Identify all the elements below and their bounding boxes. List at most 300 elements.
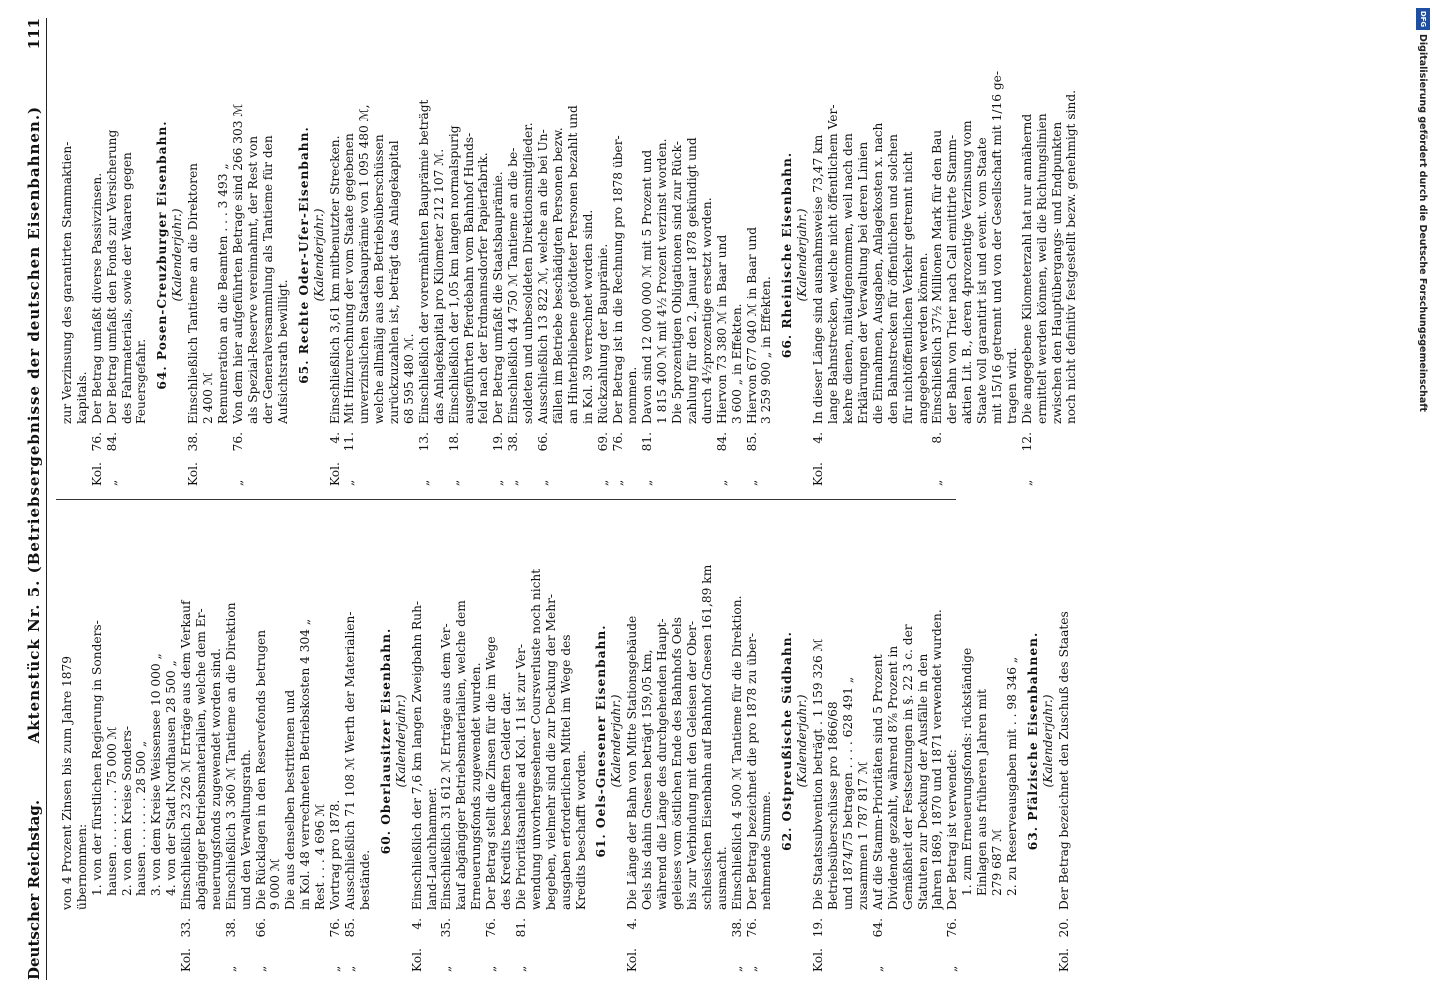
reference-number: 69. xyxy=(595,432,610,452)
column-reference xyxy=(730,424,745,486)
reference-prefix: Kol. xyxy=(179,948,194,972)
column-reference xyxy=(469,910,484,972)
line-text: für nichtöffentlichen Verkehr getrennt nicht xyxy=(900,151,915,424)
line-text: Oels bis dahin Gnesen beträgt 159,05 km, xyxy=(640,649,655,910)
text-line xyxy=(945,510,960,972)
text-line xyxy=(625,24,640,486)
column-reference xyxy=(134,424,149,486)
text-line xyxy=(120,24,135,486)
line-text: schlesischen Eisenbahn auf Bahnhof Gnesen 161,89 km xyxy=(699,564,714,910)
line-text: und den Verwaltungsrath. xyxy=(238,749,253,910)
line-text: 68 595 480 ℳ. xyxy=(402,333,417,424)
text-line xyxy=(611,24,626,486)
reference-prefix: Kol. xyxy=(811,462,826,486)
reference-number: 4. xyxy=(625,918,640,930)
text-line xyxy=(358,510,373,972)
column-reference xyxy=(60,910,75,972)
column-reference xyxy=(700,910,715,972)
column-reference xyxy=(685,910,700,972)
text-line xyxy=(268,510,283,972)
column-reference xyxy=(1035,424,1050,486)
text-line xyxy=(856,24,871,486)
text-line xyxy=(581,24,596,486)
text-line xyxy=(759,510,774,972)
line-text: das Anlagekapital pro Kilometer 212 107 ℳ. xyxy=(431,148,446,424)
line-text: tragen wird. xyxy=(1004,347,1019,424)
text-line xyxy=(759,24,774,486)
column-reference xyxy=(239,910,254,972)
column-reference xyxy=(186,424,201,486)
column-reference xyxy=(261,424,276,486)
text-line xyxy=(1035,24,1050,486)
text-line xyxy=(596,24,611,486)
column-reference xyxy=(811,910,826,972)
reference-number: 76. xyxy=(484,918,499,938)
column-reference xyxy=(1057,910,1072,972)
reference-number: 85. xyxy=(744,432,759,452)
section-heading: 64. Posen-Creuzburger Eisenbahn. xyxy=(155,120,170,390)
funding-credit: Digitalisierung gefördert durch die Deutsche Forschungsgemeinschaft xyxy=(1417,34,1428,412)
line-text: 4. von der Stadt Nordhausen 28 500 „ xyxy=(164,660,179,896)
text-line xyxy=(506,24,521,486)
reference-number: 81. xyxy=(513,918,528,938)
header-left: Deutscher Reichstag. xyxy=(24,799,43,980)
column-reference xyxy=(581,424,596,486)
line-text: Einschließlich 3,61 km mitbenutzter Strecken. xyxy=(327,135,342,424)
line-text: neuerungsfonds zugewendet worden sind. xyxy=(208,648,223,910)
column-reference xyxy=(149,910,164,972)
line-text: In dieser Länge sind ausnahmsweise 73,47 km xyxy=(811,134,826,424)
text-line xyxy=(811,24,826,486)
line-text: 3 259 900 „ in Effekten. xyxy=(759,276,774,424)
column-reference xyxy=(224,910,239,972)
column-reference xyxy=(1005,910,1020,972)
page-header xyxy=(22,18,47,980)
reference-number: 84. xyxy=(714,432,729,452)
line-text: Aufsichtsrath bewilligt. xyxy=(275,279,290,424)
reference-prefix: „ xyxy=(231,479,246,486)
column-reference xyxy=(75,424,90,486)
line-text: Kredits beschafft worden. xyxy=(573,750,588,910)
text-line xyxy=(625,510,640,972)
line-text: der Generalversammlung als Tantieme für den xyxy=(260,135,275,424)
line-text: zurückzuzahlen ist, beträgt das Anlagekapital xyxy=(387,140,402,424)
text-line xyxy=(700,510,715,972)
text-line xyxy=(313,510,328,972)
reference-prefix: Kol. xyxy=(1056,948,1071,972)
section-heading: 66. Rheinische Eisenbahn. xyxy=(780,151,795,359)
reference-prefix: „ xyxy=(439,965,454,972)
column-reference xyxy=(670,424,685,486)
reference-number: 76. xyxy=(744,918,759,938)
reference-prefix: „ xyxy=(491,479,506,486)
reference-prefix: „ xyxy=(714,479,729,486)
line-text: 9 000 ℳ xyxy=(268,858,283,910)
text-line xyxy=(90,24,105,486)
text-line xyxy=(432,24,447,486)
column-reference xyxy=(120,910,135,972)
column-reference xyxy=(759,424,774,486)
text-line xyxy=(975,510,990,972)
section-subheading: (Kalenderjahr.) xyxy=(795,208,810,302)
column-reference xyxy=(901,910,916,972)
text-line xyxy=(559,510,574,972)
text-line xyxy=(640,510,655,972)
text-line xyxy=(357,24,372,486)
text-line xyxy=(990,510,1005,972)
reference-number: 76. xyxy=(231,432,246,452)
text-line xyxy=(730,510,745,972)
line-text: 2. von dem Kreise Sonders- xyxy=(119,725,134,896)
text-line xyxy=(640,24,655,486)
reference-prefix: „ xyxy=(930,479,945,486)
reference-prefix: „ xyxy=(253,965,268,972)
column-reference xyxy=(1050,424,1065,486)
column-reference xyxy=(387,424,402,486)
line-text: Einschließlich 23 226 ℳ Erträge aus dem Verkauf xyxy=(179,600,194,910)
column-reference xyxy=(90,424,105,486)
column-reference xyxy=(625,910,640,972)
column-reference xyxy=(134,910,149,972)
reference-prefix: Kol. xyxy=(625,948,640,972)
reference-number: 11. xyxy=(342,432,357,452)
text-column-left xyxy=(60,510,1072,972)
reference-prefix: „ xyxy=(484,965,499,972)
column-reference xyxy=(1005,424,1020,486)
text-line xyxy=(1057,510,1072,972)
line-text: Gemäßheit der Festsetzungen in §. 22 3 c. der xyxy=(900,624,915,910)
line-text: zur Verzinsung des garantirten Stammaktien- xyxy=(60,141,74,424)
page-number: 111 xyxy=(24,18,43,50)
column-reference xyxy=(916,424,931,486)
line-text: Einschließlich Tantieme an die Direktoren xyxy=(186,162,201,424)
text-line xyxy=(425,510,440,972)
line-text: kapitals. xyxy=(74,371,89,424)
text-line xyxy=(901,24,916,486)
line-text: Der Betrag umfaßt diverse Passivzinsen. xyxy=(89,172,104,424)
column-reference xyxy=(856,910,871,972)
text-line xyxy=(75,24,90,486)
column-reference xyxy=(164,910,179,972)
line-text: nehmende Summe. xyxy=(759,791,774,910)
column-reference xyxy=(1020,424,1035,486)
line-text: 1. von der fürstlichen Regierung in Sonders- xyxy=(89,620,104,896)
text-line xyxy=(120,510,135,972)
reference-prefix: „ xyxy=(744,965,759,972)
column-reference xyxy=(231,424,246,486)
text-line xyxy=(149,510,164,972)
section-subheading: (Kalenderjahr.) xyxy=(393,694,408,788)
reference-prefix: „ xyxy=(223,965,238,972)
text-line xyxy=(328,510,343,972)
line-text: bestände. xyxy=(357,849,372,910)
column-reference xyxy=(990,424,1005,486)
text-line xyxy=(410,510,425,972)
column-reference xyxy=(343,910,358,972)
text-line xyxy=(551,24,566,486)
column-reference xyxy=(328,424,343,486)
text-line xyxy=(700,24,715,486)
text-line xyxy=(343,510,358,972)
reference-prefix: „ xyxy=(744,479,759,486)
column-reference xyxy=(826,910,841,972)
section-subheading: (Kalenderjahr.) xyxy=(609,694,624,788)
text-line xyxy=(566,24,581,486)
column-reference xyxy=(715,910,730,972)
line-text: und 1874/75 betragen . . . . 628 491 „ xyxy=(841,676,856,910)
text-line xyxy=(469,510,484,972)
reference-prefix: „ xyxy=(536,479,551,486)
section-heading: 60. Oberlausitzer Eisenbahn. xyxy=(378,627,393,855)
text-line xyxy=(372,24,387,486)
text-line xyxy=(945,24,960,486)
column-reference xyxy=(313,910,328,972)
reference-prefix: „ xyxy=(1019,479,1034,486)
reference-prefix: „ xyxy=(104,479,119,486)
line-text: Der Betrag umfaßt die Staatsbauprämie. xyxy=(491,171,506,424)
text-line xyxy=(715,24,730,486)
column-reference xyxy=(886,424,901,486)
column-reference xyxy=(856,424,871,486)
text-line xyxy=(1064,24,1079,486)
text-line xyxy=(745,510,760,972)
column-reference xyxy=(209,910,224,972)
column-reference xyxy=(559,910,574,972)
line-text: Der Betrag ist in die Rechnung pro 1878 über- xyxy=(610,135,625,424)
column-reference xyxy=(685,424,700,486)
text-line xyxy=(930,24,945,486)
line-text: zwischen den Hauptübergangs- und Endpunkten xyxy=(1049,121,1064,424)
column-reference xyxy=(75,910,90,972)
column-reference xyxy=(105,910,120,972)
line-text: aktien Lit. B., deren 4prozentige Verzinsung vom xyxy=(960,120,975,424)
reference-prefix: „ xyxy=(342,479,357,486)
line-text: Der Betrag bezeichnet den Zuschuß des Staates xyxy=(1056,611,1071,910)
text-line xyxy=(201,24,216,486)
line-text: der Bahn von Trier nach Call emittirte Stamm- xyxy=(945,134,960,424)
line-text: wendung unvorhergesehener Coursverluste noch nicht xyxy=(528,568,543,910)
section-heading: 61. Oels-Gnesener Eisenbahn. xyxy=(594,624,609,858)
reference-prefix: Kol. xyxy=(327,462,342,486)
line-text: lange Bahnstrecken, welche nicht öffentlichem Ver- xyxy=(826,104,841,424)
line-text: 3. von dem Kreise Weissensee 10 000 „ xyxy=(149,653,164,896)
text-line xyxy=(231,24,246,486)
line-text: Rest . . . 4 696 ℳ xyxy=(313,803,328,910)
text-line xyxy=(342,24,357,486)
column-reference xyxy=(611,424,626,486)
text-column-right xyxy=(60,24,1079,486)
column-reference xyxy=(506,424,521,486)
line-text: ausmacht. xyxy=(714,846,729,910)
reference-number: 76. xyxy=(945,918,960,938)
text-line xyxy=(491,24,506,486)
line-text: Der Betrag umfaßt den Fonds zur Versicherung xyxy=(104,129,119,424)
line-text: zusammen 1 787 817 ℳ xyxy=(855,761,870,910)
column-reference xyxy=(342,424,357,486)
line-text: Rückzahlung der Bauprämie. xyxy=(595,243,610,424)
line-text: Von dem hier aufgeführten Betrage sind 266 303 ℳ xyxy=(231,103,246,424)
column-reference xyxy=(975,910,990,972)
reference-number: 66. xyxy=(536,432,551,452)
reference-prefix: „ xyxy=(416,479,431,486)
reference-number: 4. xyxy=(327,432,342,444)
section-subheading: (Kalenderjahr.) xyxy=(1040,694,1055,788)
line-text: Betriebsüberschüsse pro 1866/68 xyxy=(826,701,841,910)
text-line xyxy=(886,510,901,972)
line-text: noch nicht definitiv festgestellt bezw. genehmigt sind. xyxy=(1064,90,1079,424)
text-line xyxy=(134,510,149,972)
reference-prefix: „ xyxy=(506,479,521,486)
reference-number: 76. xyxy=(89,432,104,452)
reference-prefix: „ xyxy=(729,965,744,972)
text-line xyxy=(670,510,685,972)
column-reference xyxy=(358,910,373,972)
text-line xyxy=(246,24,261,486)
reference-number: 84. xyxy=(104,432,119,452)
line-text: übernommen: xyxy=(74,823,89,910)
section-heading: 63. Pfälzische Eisenbahnen. xyxy=(1025,631,1040,851)
line-text: von 4 Prozent Zinsen bis zum Jahre 1879 xyxy=(60,655,74,910)
reference-number: 4. xyxy=(811,432,826,444)
reference-number: 18. xyxy=(446,432,461,452)
text-line xyxy=(670,24,685,486)
section-heading: 62. Ostpreußische Südbahn. xyxy=(780,631,795,851)
column-reference xyxy=(402,424,417,486)
text-line xyxy=(224,510,239,972)
column-reference xyxy=(90,910,105,972)
text-line xyxy=(164,510,179,972)
reference-prefix: „ xyxy=(513,965,528,972)
line-text: Der Betrag ist verwendet: xyxy=(945,749,960,910)
line-text: soldeten und unbesoldeten Direktionsmitglieder. xyxy=(521,122,536,424)
text-line xyxy=(1005,24,1020,486)
column-reference xyxy=(625,424,640,486)
line-text: während die Länge des durchgehenden Haupt- xyxy=(655,618,670,910)
line-text: Die Rücklagen in den Reservefonds betrugen xyxy=(253,629,268,910)
column-reference xyxy=(216,424,231,486)
text-line xyxy=(402,24,417,486)
column-reference xyxy=(439,910,454,972)
column-reference xyxy=(105,424,120,486)
line-text: als Spezial-Reserve vereinnahmt, der Rest von xyxy=(245,135,260,424)
line-text: fällen im Betriebe beschädigten Personen bezw. xyxy=(550,127,565,424)
line-text: 3 600 „ in Effekten. xyxy=(729,303,744,424)
column-reference xyxy=(60,424,75,486)
column-reference xyxy=(432,424,447,486)
column-reference xyxy=(514,910,529,972)
reference-prefix: Kol. xyxy=(811,948,826,972)
column-reference xyxy=(901,424,916,486)
line-text: des Fahrmaterials, sowie der Waaren gegen xyxy=(119,152,134,424)
text-line xyxy=(514,510,529,972)
column-reference xyxy=(930,910,945,972)
line-text: in Kol. 48 verrechneten Betriebskosten 4 304 „ xyxy=(298,618,313,910)
line-text: Einschließlich 31 612 ℳ Erträge aus dem Ver- xyxy=(439,623,454,910)
column-reference xyxy=(670,910,685,972)
column-divider xyxy=(56,499,956,500)
text-line xyxy=(1020,24,1035,486)
reference-number: 85. xyxy=(342,918,357,938)
reference-number: 19. xyxy=(491,432,506,452)
text-line xyxy=(60,510,75,972)
text-line xyxy=(730,24,745,486)
line-text: Auf die Stamm-Prioritäten sind 5 Prozent xyxy=(870,654,885,910)
column-reference xyxy=(476,424,491,486)
column-reference xyxy=(596,424,611,486)
column-reference xyxy=(826,424,841,486)
column-reference xyxy=(945,910,960,972)
reference-number: 76. xyxy=(328,918,343,938)
line-text: land-Lauchhammer. xyxy=(424,787,439,910)
column-reference xyxy=(372,424,387,486)
line-text: Hiervon 677 040 ℳ in Baar und xyxy=(744,227,759,424)
line-text: Ausschließlich 13 822 ℳ, welche an die bei Un- xyxy=(536,129,551,424)
column-reference xyxy=(574,910,589,972)
column-reference xyxy=(254,910,269,972)
column-reference xyxy=(640,910,655,972)
line-text: die Einnahmen, Ausgaben, Anlagekosten x. nach xyxy=(870,122,885,424)
text-line xyxy=(745,24,760,486)
line-text: Die Prioritätsanleihe ad Kol. 11 ist zur Ver- xyxy=(513,644,528,910)
text-line xyxy=(194,510,209,972)
line-text: Die Länge der Bahn von Mitte Stationsgebäude xyxy=(625,615,640,910)
line-text: geleises vom östlichen Ende des Bahnhofs Oels xyxy=(670,616,685,910)
text-line xyxy=(960,510,975,972)
text-line xyxy=(105,24,120,486)
column-reference xyxy=(841,910,856,972)
line-text: Staate voll garantirt ist und event. vom Staate xyxy=(975,137,990,424)
column-reference xyxy=(730,910,745,972)
reference-number: 64. xyxy=(870,918,885,938)
reference-number: 66. xyxy=(253,918,268,938)
text-line xyxy=(276,24,291,486)
text-line xyxy=(186,24,201,486)
text-line xyxy=(439,510,454,972)
column-reference xyxy=(916,910,931,972)
reference-number: 4. xyxy=(409,918,424,930)
text-line xyxy=(685,510,700,972)
line-text: hausen . . . . . . . 28 500 „ xyxy=(134,740,149,896)
line-text: zahlung für den 2. Januar 1878 gekündigt und xyxy=(684,137,699,424)
line-text: Der Betrag bezeichnet die pro 1878 zu über- xyxy=(744,632,759,910)
column-reference xyxy=(298,910,313,972)
line-text: ausgaben erforderlichen Mittel im Wege des xyxy=(558,634,573,910)
line-text: durch 4½prozentige ersetzt worden. xyxy=(699,197,714,424)
column-reference xyxy=(841,424,856,486)
line-text: Einschließlich der 1,05 km langen normalspurig xyxy=(446,125,461,424)
text-line xyxy=(811,510,826,972)
line-text: in Kol. 39 verrechnet worden sind. xyxy=(580,209,595,424)
column-reference xyxy=(484,910,499,972)
reference-number: 81. xyxy=(640,432,655,452)
line-text: 1. zum Erneuerungsfonds: rückständige xyxy=(960,647,975,896)
column-reference xyxy=(454,910,469,972)
column-reference xyxy=(283,910,298,972)
column-reference xyxy=(425,910,440,972)
text-line xyxy=(447,24,462,486)
text-line xyxy=(90,510,105,972)
reference-number: 12. xyxy=(1019,432,1034,452)
text-line xyxy=(1005,510,1020,972)
line-text: Remuneration an die Beamten . . . 3 493 „ xyxy=(216,163,231,424)
reference-prefix: „ xyxy=(610,479,625,486)
section-heading: 65. Rechte Oder-Ufer-Eisenbahn. xyxy=(296,126,311,384)
column-reference xyxy=(201,424,216,486)
line-text: Einschließlich der 7,6 km langen Zweigbahn Ruh- xyxy=(409,600,424,910)
reference-prefix: „ xyxy=(640,479,655,486)
text-line xyxy=(209,510,224,972)
text-line xyxy=(916,24,931,486)
